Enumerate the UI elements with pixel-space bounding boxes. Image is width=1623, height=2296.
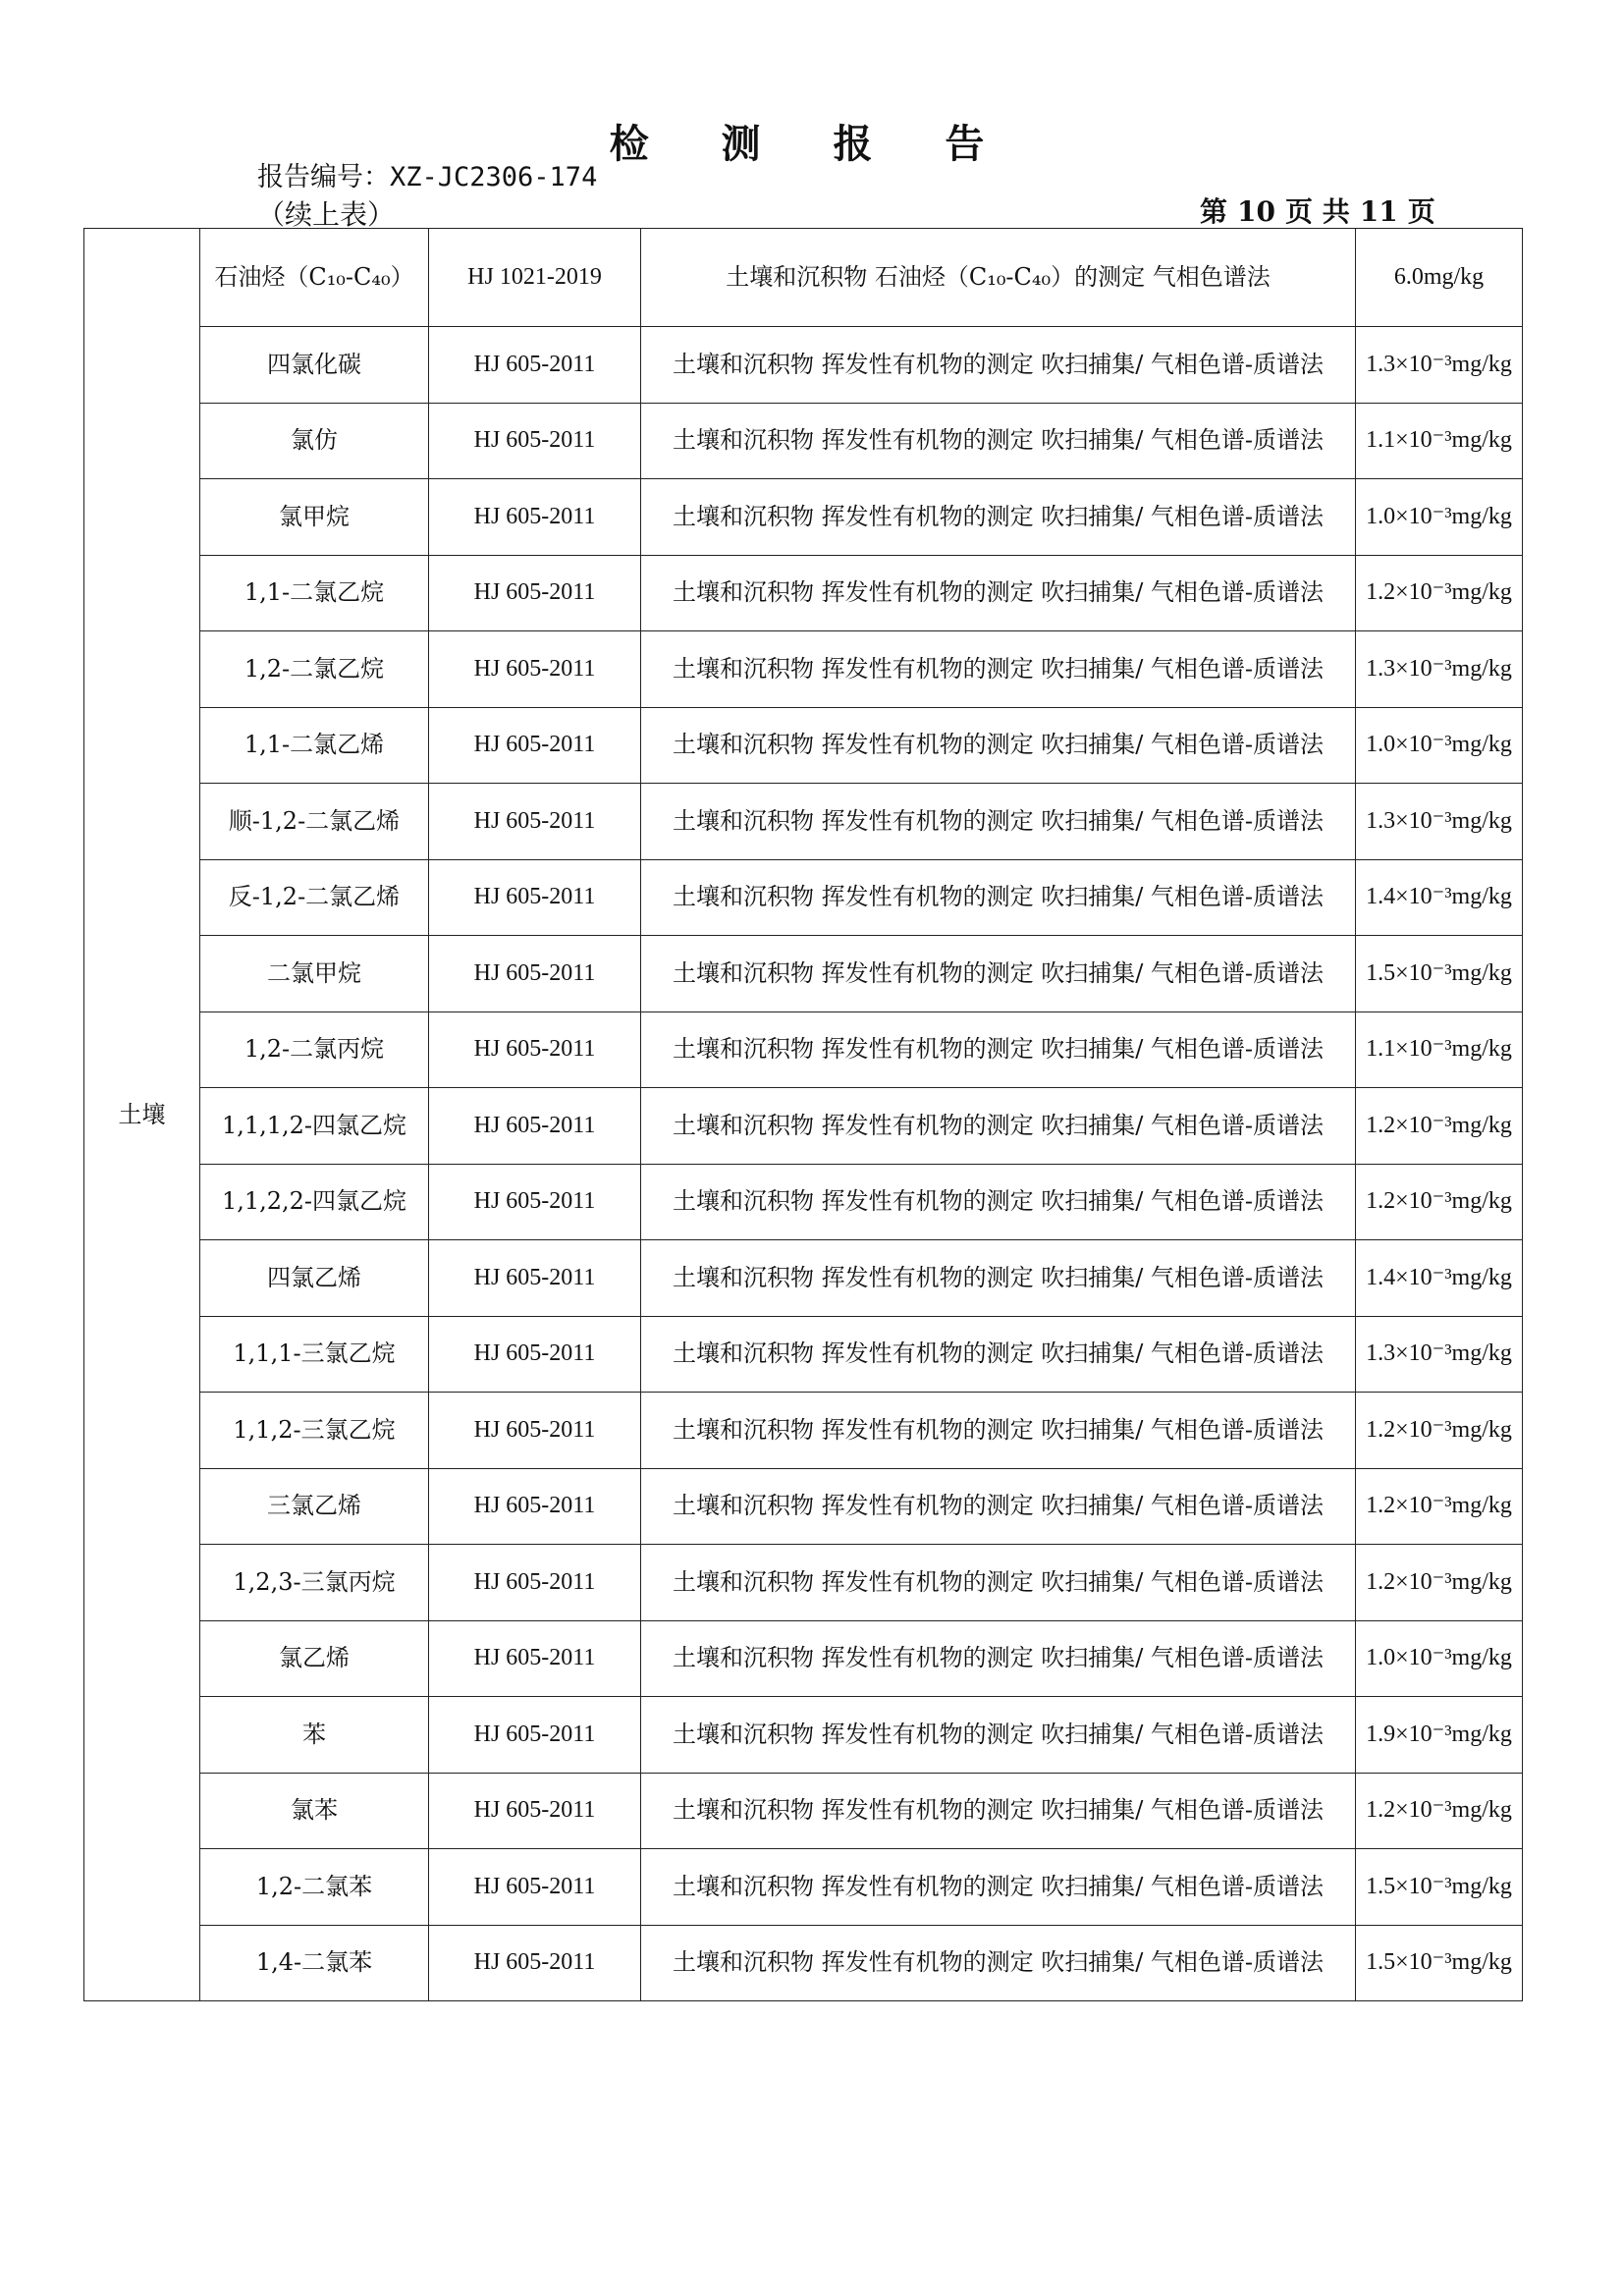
standard-cell: HJ 605-2011 (429, 1849, 641, 1926)
method-cell: 土壤和沉积物 挥发性有机物的测定 吹扫捕集/ 气相色谱-质谱法 (641, 707, 1356, 784)
table-row (84, 1088, 1523, 1165)
method-cell: 土壤和沉积物 挥发性有机物的测定 吹扫捕集/ 气相色谱-质谱法 (641, 1545, 1356, 1621)
detection-limit-cell: 1.3×10⁻³mg/kg (1356, 784, 1523, 860)
detection-limit-cell: 1.3×10⁻³mg/kg (1356, 1316, 1523, 1393)
detection-limit-cell: 1.3×10⁻³mg/kg (1356, 631, 1523, 708)
standard-cell: HJ 605-2011 (429, 1316, 641, 1393)
page-total: 11 (1359, 195, 1398, 228)
method-cell: 土壤和沉积物 挥发性有机物的测定 吹扫捕集/ 气相色谱-质谱法 (641, 1011, 1356, 1088)
table-row (84, 936, 1523, 1012)
analyte-cell: 1,1-二氯乙烯 (200, 707, 429, 784)
table-row (84, 1393, 1523, 1469)
table-row (84, 707, 1523, 784)
detection-limit-cell: 1.1×10⁻³mg/kg (1356, 403, 1523, 479)
method-cell: 土壤和沉积物 挥发性有机物的测定 吹扫捕集/ 气相色谱-质谱法 (641, 479, 1356, 556)
standard-cell: HJ 605-2011 (429, 1545, 641, 1621)
table-row (84, 1240, 1523, 1317)
method-cell: 土壤和沉积物 挥发性有机物的测定 吹扫捕集/ 气相色谱-质谱法 (641, 936, 1356, 1012)
page-number: 10 (1237, 195, 1275, 228)
standard-cell: HJ 605-2011 (429, 631, 641, 708)
detection-limit-cell: 6.0mg/kg (1356, 229, 1523, 327)
table-row (84, 1164, 1523, 1240)
method-cell: 土壤和沉积物 挥发性有机物的测定 吹扫捕集/ 气相色谱-质谱法 (641, 1316, 1356, 1393)
table-row (84, 1011, 1523, 1088)
standard-cell: HJ 605-2011 (429, 784, 641, 860)
table-row (84, 859, 1523, 936)
analyte-cell: 氯甲烷 (200, 479, 429, 556)
table-row (84, 1316, 1523, 1393)
matrix-cell: 土壤 (84, 229, 200, 2001)
standard-cell: HJ 605-2011 (429, 1925, 641, 2001)
method-cell: 土壤和沉积物 挥发性有机物的测定 吹扫捕集/ 气相色谱-质谱法 (641, 1620, 1356, 1697)
standard-cell: HJ 605-2011 (429, 479, 641, 556)
detection-limit-cell: 1.9×10⁻³mg/kg (1356, 1697, 1523, 1774)
standard-cell: HJ 605-2011 (429, 1240, 641, 1317)
page-mid: 页 共 (1284, 195, 1350, 228)
analyte-cell: 氯苯 (200, 1773, 429, 1849)
method-cell: 土壤和沉积物 挥发性有机物的测定 吹扫捕集/ 气相色谱-质谱法 (641, 1697, 1356, 1774)
method-cell: 土壤和沉积物 挥发性有机物的测定 吹扫捕集/ 气相色谱-质谱法 (641, 555, 1356, 631)
method-cell: 土壤和沉积物 挥发性有机物的测定 吹扫捕集/ 气相色谱-质谱法 (641, 1468, 1356, 1545)
detection-limit-cell: 1.4×10⁻³mg/kg (1356, 859, 1523, 936)
page-suffix: 页 (1407, 195, 1435, 228)
analyte-cell: 氯仿 (200, 403, 429, 479)
standard-cell: HJ 605-2011 (429, 555, 641, 631)
continued-label: （续上表） (257, 198, 396, 231)
analyte-cell: 1,1-二氯乙烷 (200, 555, 429, 631)
detection-limit-cell: 1.2×10⁻³mg/kg (1356, 1468, 1523, 1545)
table-row (84, 631, 1523, 708)
analyte-cell: 1,2-二氯乙烷 (200, 631, 429, 708)
detection-limit-cell: 1.2×10⁻³mg/kg (1356, 1393, 1523, 1469)
table-row (84, 1773, 1523, 1849)
standard-cell: HJ 1021-2019 (429, 229, 641, 327)
analyte-cell: 1,1,2,2-四氯乙烷 (200, 1164, 429, 1240)
method-cell: 土壤和沉积物 挥发性有机物的测定 吹扫捕集/ 气相色谱-质谱法 (641, 1240, 1356, 1317)
table-row (84, 229, 1523, 327)
standard-cell: HJ 605-2011 (429, 1773, 641, 1849)
method-cell: 土壤和沉积物 石油烃（C₁₀-C₄₀）的测定 气相色谱法 (641, 229, 1356, 327)
analyte-cell: 四氯乙烯 (200, 1240, 429, 1317)
table-row (84, 479, 1523, 556)
detection-limit-cell: 1.4×10⁻³mg/kg (1356, 1240, 1523, 1317)
detection-limit-cell: 1.2×10⁻³mg/kg (1356, 1088, 1523, 1165)
detection-limit-cell: 1.0×10⁻³mg/kg (1356, 479, 1523, 556)
detection-limit-cell: 1.5×10⁻³mg/kg (1356, 936, 1523, 1012)
standard-cell: HJ 605-2011 (429, 859, 641, 936)
analyte-cell: 反-1,2-二氯乙烯 (200, 859, 429, 936)
standard-cell: HJ 605-2011 (429, 403, 641, 479)
analyte-cell: 三氯乙烯 (200, 1468, 429, 1545)
table-row (84, 1925, 1523, 2001)
analyte-cell: 1,2-二氯丙烷 (200, 1011, 429, 1088)
method-cell: 土壤和沉积物 挥发性有机物的测定 吹扫捕集/ 气相色谱-质谱法 (641, 784, 1356, 860)
standard-cell: HJ 605-2011 (429, 707, 641, 784)
report-number: 报告编号：XZ-JC2306-174 (257, 162, 598, 192)
table-row (84, 1545, 1523, 1621)
analyte-cell: 氯乙烯 (200, 1620, 429, 1697)
table-row (84, 1620, 1523, 1697)
detection-limit-cell: 1.2×10⁻³mg/kg (1356, 1545, 1523, 1621)
detection-limit-cell: 1.2×10⁻³mg/kg (1356, 1773, 1523, 1849)
standard-cell: HJ 605-2011 (429, 1088, 641, 1165)
method-cell: 土壤和沉积物 挥发性有机物的测定 吹扫捕集/ 气相色谱-质谱法 (641, 1849, 1356, 1926)
table-row (84, 784, 1523, 860)
method-cell: 土壤和沉积物 挥发性有机物的测定 吹扫捕集/ 气相色谱-质谱法 (641, 403, 1356, 479)
standard-cell: HJ 605-2011 (429, 1468, 641, 1545)
method-cell: 土壤和沉积物 挥发性有机物的测定 吹扫捕集/ 气相色谱-质谱法 (641, 1088, 1356, 1165)
page-indicator (1200, 191, 1435, 230)
analyte-cell: 1,4-二氯苯 (200, 1925, 429, 2001)
table-row (84, 1697, 1523, 1774)
detection-limit-cell: 1.2×10⁻³mg/kg (1356, 555, 1523, 631)
method-cell: 土壤和沉积物 挥发性有机物的测定 吹扫捕集/ 气相色谱-质谱法 (641, 859, 1356, 936)
table-row (84, 1468, 1523, 1545)
analyte-cell: 1,2-二氯苯 (200, 1849, 429, 1926)
detection-limit-cell: 1.2×10⁻³mg/kg (1356, 1164, 1523, 1240)
detection-limit-cell: 1.3×10⁻³mg/kg (1356, 327, 1523, 404)
standard-cell: HJ 605-2011 (429, 936, 641, 1012)
analyte-cell: 1,1,1,2-四氯乙烷 (200, 1088, 429, 1165)
method-cell: 土壤和沉积物 挥发性有机物的测定 吹扫捕集/ 气相色谱-质谱法 (641, 1164, 1356, 1240)
page-prefix: 第 (1200, 195, 1228, 228)
table-row (84, 403, 1523, 479)
method-cell: 土壤和沉积物 挥发性有机物的测定 吹扫捕集/ 气相色谱-质谱法 (641, 1393, 1356, 1469)
standard-cell: HJ 605-2011 (429, 327, 641, 404)
standard-cell: HJ 605-2011 (429, 1620, 641, 1697)
method-cell: 土壤和沉积物 挥发性有机物的测定 吹扫捕集/ 气相色谱-质谱法 (641, 1925, 1356, 2001)
method-cell: 土壤和沉积物 挥发性有机物的测定 吹扫捕集/ 气相色谱-质谱法 (641, 631, 1356, 708)
results-table-body (84, 229, 1523, 2001)
standard-cell: HJ 605-2011 (429, 1393, 641, 1469)
detection-limit-cell: 1.5×10⁻³mg/kg (1356, 1925, 1523, 2001)
table-row (84, 327, 1523, 404)
detection-limit-cell: 1.0×10⁻³mg/kg (1356, 1620, 1523, 1697)
detection-limit-cell: 1.0×10⁻³mg/kg (1356, 707, 1523, 784)
table-row (84, 1849, 1523, 1926)
detection-limit-cell: 1.1×10⁻³mg/kg (1356, 1011, 1523, 1088)
analyte-cell: 顺-1,2-二氯乙烯 (200, 784, 429, 860)
standard-cell: HJ 605-2011 (429, 1697, 641, 1774)
method-cell: 土壤和沉积物 挥发性有机物的测定 吹扫捕集/ 气相色谱-质谱法 (641, 1773, 1356, 1849)
method-cell: 土壤和沉积物 挥发性有机物的测定 吹扫捕集/ 气相色谱-质谱法 (641, 327, 1356, 404)
analyte-cell: 1,1,1-三氯乙烷 (200, 1316, 429, 1393)
results-table (83, 228, 1523, 2001)
standard-cell: HJ 605-2011 (429, 1164, 641, 1240)
report-title: 检 测 报 告 (609, 121, 1014, 167)
detection-limit-cell: 1.5×10⁻³mg/kg (1356, 1849, 1523, 1926)
standard-cell: HJ 605-2011 (429, 1011, 641, 1088)
analyte-cell: 二氯甲烷 (200, 936, 429, 1012)
analyte-cell: 1,2,3-三氯丙烷 (200, 1545, 429, 1621)
analyte-cell: 苯 (200, 1697, 429, 1774)
analyte-cell: 1,1,2-三氯乙烷 (200, 1393, 429, 1469)
analyte-cell: 四氯化碳 (200, 327, 429, 404)
analyte-cell: 石油烃（C₁₀-C₄₀） (200, 229, 429, 327)
table-row (84, 555, 1523, 631)
